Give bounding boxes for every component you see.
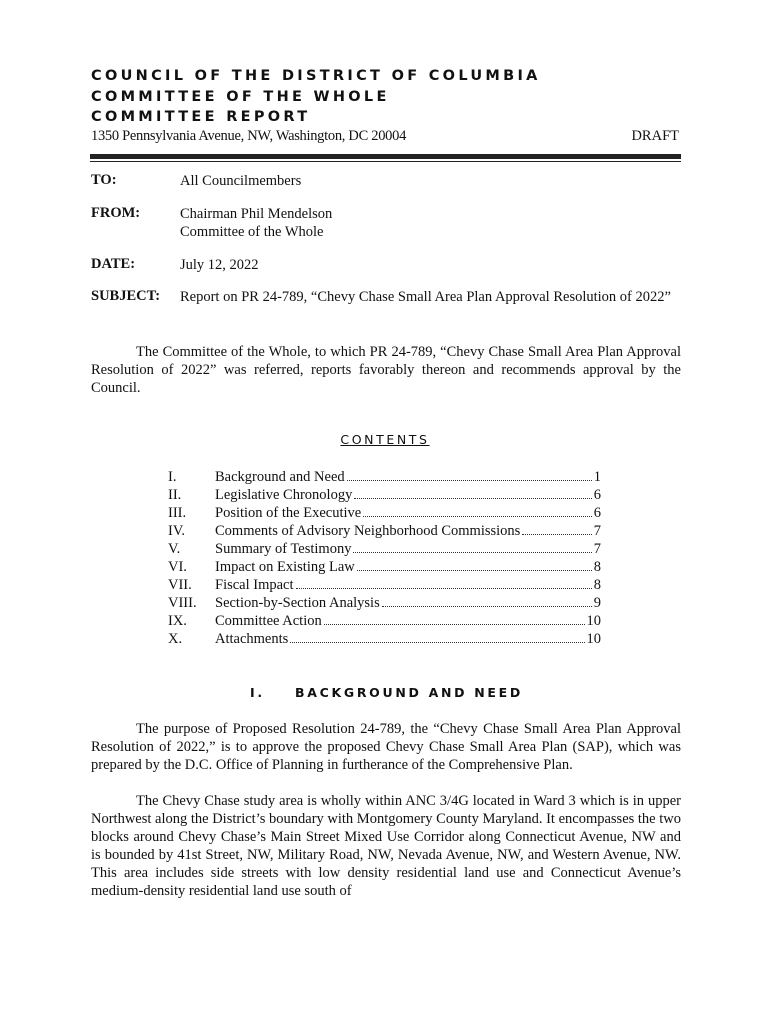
table-of-contents: [168, 468, 601, 648]
council-name-heading: COUNCIL OF THE DISTRICT OF COLUMBIA: [91, 68, 541, 84]
toc-page-number: 7: [593, 523, 601, 539]
toc-title: Committee Action: [215, 613, 322, 629]
toc-number: VIII.: [168, 595, 197, 611]
toc-title: Comments of Advisory Neighborhood Commissions: [215, 523, 521, 539]
toc-title: Impact on Existing Law: [215, 559, 355, 575]
toc-page-number: 10: [586, 613, 601, 629]
toc-dot-leader: [290, 642, 584, 643]
toc-dot-leader: [357, 570, 592, 571]
toc-title: Section-by-Section Analysis: [215, 595, 380, 611]
toc-page-number: 8: [593, 559, 601, 575]
toc-dot-leader: [354, 498, 591, 499]
intro-paragraph: The Committee of the Whole, to which PR 24-789, “Chevy Chase Small Area Plan Approval Resolution of 2022” was referred, reports favorably thereon and recommends approval by the Council.: [91, 344, 681, 396]
date-value: July 12, 2022: [180, 257, 259, 273]
toc-number: II.: [168, 487, 182, 503]
toc-page-number: 9: [593, 595, 601, 611]
toc-title: Background and Need: [215, 469, 345, 485]
toc-title: Position of the Executive: [215, 505, 362, 521]
toc-number: V.: [168, 541, 181, 557]
toc-number: VI.: [168, 559, 187, 575]
toc-number: IX.: [168, 613, 187, 629]
toc-row: [168, 468, 601, 486]
toc-number: III.: [168, 505, 187, 521]
toc-row: [168, 486, 601, 504]
toc-page-number: 1: [593, 469, 601, 485]
report-type-heading: COMMITTEE REPORT: [91, 109, 311, 125]
toc-title: Attachments: [215, 631, 289, 647]
header-rule-thick: [90, 154, 681, 159]
toc-row: [168, 522, 601, 540]
subject-value: Report on PR 24-789, “Chevy Chase Small Area Plan Approval Resolution of 2022”: [180, 289, 671, 305]
date-label: DATE:: [91, 256, 136, 272]
from-value-name: Chairman Phil Mendelson: [180, 206, 333, 222]
section-number: I.: [250, 685, 265, 700]
toc-number: I.: [168, 469, 177, 485]
toc-row: [168, 558, 601, 576]
toc-row: [168, 540, 601, 558]
toc-dot-leader: [324, 624, 585, 625]
body-paragraph-2: The Chevy Chase study area is wholly within ANC 3/4G located in Ward 3 which is in upper Northwest along the District’s boundary with Montgomery County Maryland. It encompasses the two blocks around Chevy Chase’s Main Street Mixed Use Corridor along Connecticut Avenue, NW and is bounded by 41st Street, NW, Military Road, NW, Nevada Avenue, NW, and Western Avenue, NW. This area includes side streets with low density residential land use and Connecticut Avenue’s medium-density residential land use south of: [91, 793, 681, 899]
toc-dot-leader: [522, 534, 591, 535]
subject-label: SUBJECT:: [91, 288, 161, 304]
toc-page-number: 10: [586, 631, 601, 647]
toc-number: X.: [168, 631, 183, 647]
toc-row: [168, 576, 601, 594]
toc-title: Summary of Testimony: [215, 541, 352, 557]
from-label: FROM:: [91, 205, 141, 221]
toc-page-number: 6: [593, 505, 601, 521]
section-heading: [250, 685, 523, 700]
toc-page-number: 7: [593, 541, 601, 557]
committee-name-heading: COMMITTEE OF THE WHOLE: [91, 89, 390, 105]
address-line: 1350 Pennsylvania Avenue, NW, Washington, DC 20004: [91, 128, 407, 144]
to-value: All Councilmembers: [180, 173, 302, 189]
toc-dot-leader: [353, 552, 591, 553]
toc-title: Fiscal Impact: [215, 577, 294, 593]
to-label: TO:: [91, 172, 117, 188]
toc-title: Legislative Chronology: [215, 487, 353, 503]
toc-dot-leader: [296, 588, 592, 589]
header-rule-thin: [90, 161, 681, 162]
toc-row: [168, 612, 601, 630]
toc-page-number: 8: [593, 577, 601, 593]
toc-row: [168, 504, 601, 522]
toc-row: [168, 594, 601, 612]
body-paragraph-1: The purpose of Proposed Resolution 24-789, the “Chevy Chase Small Area Plan Approval Resolution of 2022,” is to approve the proposed Chevy Chase Small Area Plan (SAP), which was prepared by the D.C. Office of Planning in furtherance of the Comprehensive Plan.: [91, 721, 681, 773]
toc-number: VII.: [168, 577, 192, 593]
toc-dot-leader: [347, 480, 592, 481]
from-value-committee: Committee of the Whole: [180, 224, 324, 240]
toc-dot-leader: [363, 516, 592, 517]
draft-label: DRAFT: [631, 128, 679, 144]
contents-title: CONTENTS: [340, 432, 430, 447]
section-title: BACKGROUND AND NEED: [295, 685, 523, 700]
toc-page-number: 6: [593, 487, 601, 503]
toc-dot-leader: [382, 606, 592, 607]
toc-number: IV.: [168, 523, 186, 539]
toc-row: [168, 630, 601, 648]
